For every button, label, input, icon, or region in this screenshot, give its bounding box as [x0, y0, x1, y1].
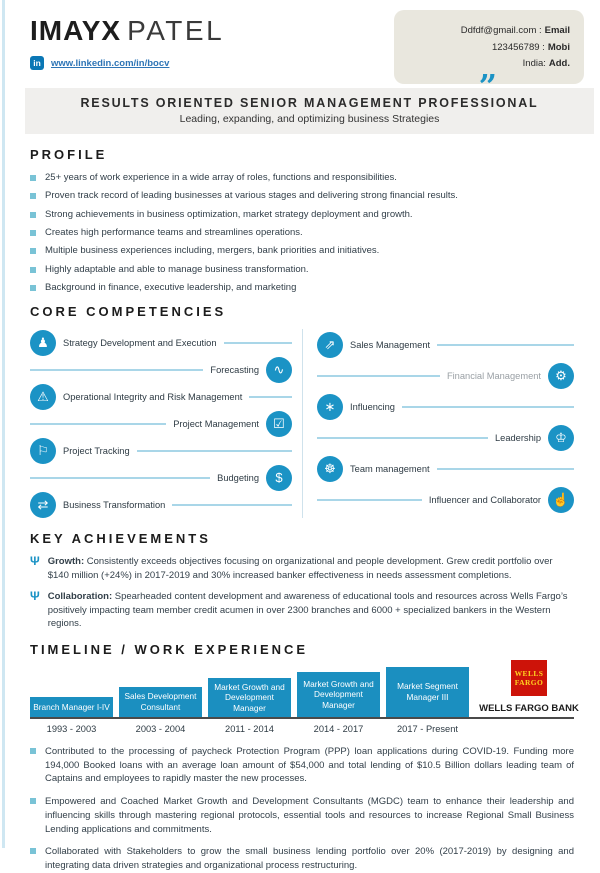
connector-line: [317, 499, 422, 501]
connector-line: [30, 369, 203, 371]
connector-line: [249, 396, 292, 398]
experience-bullet: Empowered and Coached Market Growth and Development Consultants (MGDC) team to enhance their leadership and influencing skills through mastering regional protocols, essential tools and resources to increase Regional Small Business Lending applications and commitments.: [30, 795, 574, 836]
wells-fargo-logo-icon: WELLS FARGO: [511, 660, 547, 696]
achievement-growth: [30, 555, 574, 582]
leadership-icon: ♔: [548, 425, 574, 451]
linkedin-icon: in: [30, 56, 44, 70]
profile-bullet: Highly adaptable and able to manage business transformation.: [30, 264, 574, 276]
timeline-box-2: Sales Development Consultant: [119, 687, 202, 717]
competency-leadership: Leadership ♔: [317, 422, 574, 453]
experience-bullets-section: [30, 745, 574, 873]
content: [0, 147, 600, 873]
achievement-label: Collaboration:: [47, 591, 113, 603]
bullet-square-icon: [30, 175, 36, 181]
last-name: PATEL: [127, 15, 225, 46]
profile-bullet: Background in finance, executive leadership, and marketing: [30, 282, 574, 294]
achievements-heading: KEY ACHIEVEMENTS: [30, 531, 211, 547]
timeline-years: [30, 719, 574, 734]
achievement-collaboration: [30, 590, 574, 630]
forecasting-icon: ∿: [266, 357, 292, 383]
timeline-section: [30, 641, 579, 734]
timeline-years-5: 2017 - Present: [397, 723, 458, 734]
contact-address: India: Add.: [522, 58, 570, 70]
risk-management-icon: ⚠: [30, 384, 56, 410]
business-transformation-icon: ⇄: [30, 492, 56, 518]
experience-bullet: Contributed to the processing of paycheck Protection Program (PPP) loan applications during COVID-19. Funding more 194,000 Booked loans with an average loan amount of $54,000 and total lending of $10.5 Billion dollars leading team of Captains and employees to rapidly master the new processes.: [30, 745, 574, 786]
bullet-square-icon: [30, 212, 36, 218]
bullet-square-icon: [30, 748, 36, 754]
financial-management-icon: ⚙: [548, 363, 574, 389]
bullet-square-icon: [30, 285, 36, 291]
timeline-box-1: Branch Manager I-IV: [30, 697, 113, 717]
contact-email: Ddfdf@gmail.com : Email: [460, 25, 570, 36]
competencies-section: [30, 304, 574, 518]
first-name: IMAYX: [30, 15, 122, 46]
influencer-collaborator-icon: ☝: [548, 487, 574, 513]
company-block: [475, 660, 583, 717]
profile-section: [30, 147, 574, 294]
connector-line: [437, 468, 574, 470]
timeline-chart: [30, 665, 579, 717]
competency-business-transformation: ⇄ Business Transformation: [30, 491, 292, 518]
strategy-execution-icon: ♟: [30, 330, 56, 356]
competencies-heading: CORE COMPETENCIES: [30, 304, 227, 320]
timeline-years-4: 2014 - 2017: [313, 723, 364, 734]
project-tracking-icon: ⚐: [30, 438, 56, 464]
page-left-accent-line: [2, 0, 5, 848]
bullet-square-icon: [30, 267, 36, 273]
connector-line: [437, 344, 574, 346]
linkedin-link[interactable]: www.linkedin.com/in/bocv: [51, 57, 170, 69]
connector-line: [402, 406, 574, 408]
bullet-square-icon: [30, 248, 36, 254]
competencies-grid: [30, 329, 574, 518]
profile-bullet: Proven track record of leading businesses at various stages and delivering strong financial results.: [30, 190, 574, 202]
competencies-right-column: [302, 329, 574, 518]
competency-budgeting: Budgeting $: [30, 464, 292, 491]
bullet-square-icon: [30, 798, 36, 804]
timeline-box-3: Market Growth and Development Manager: [208, 678, 291, 717]
profile-bullet: Multiple business experiences including, mergers, bank priorities and initiatives.: [30, 245, 574, 257]
bullet-square-icon: [30, 230, 36, 236]
banner-subtitle: Leading, expanding, and optimizing business Strategies: [179, 113, 440, 125]
competency-sales-management: ⇗ Sales Management: [317, 329, 574, 360]
experience-bullet: Collaborated with Stakeholders to grow the small business lending portfolio over 20% (2017-2019) by designing and integrating data driven strategies and organizational process restructuring.: [30, 845, 574, 873]
trophy-icon: Ψ: [30, 589, 40, 604]
project-management-icon: ☑: [266, 411, 292, 437]
timeline-box-5: Market Segment Manager III: [386, 667, 469, 717]
banner-title: RESULTS ORIENTED SENIOR MANAGEMENT PROFESSIONAL: [80, 96, 539, 110]
achievements-section: [30, 531, 574, 630]
contact-mobile: 123456789 : Mobi: [491, 41, 570, 53]
connector-line: [317, 375, 440, 377]
connector-line: [172, 504, 292, 506]
sales-management-icon: ⇗: [317, 332, 343, 358]
company-name: WELLS FARGO BANK: [479, 702, 579, 714]
competency-influencer-collaborator: Influencer and Collaborator ☝: [317, 484, 574, 515]
profile-bullet: Strong achievements in business optimization, market strategy deployment and growth.: [30, 209, 574, 221]
competency-operational-integrity: ⚠ Operational Integrity and Risk Management: [30, 383, 292, 410]
competency-strategy: ♟ Strategy Development and Execution: [30, 329, 292, 356]
timeline-years-3: 2011 - 2014: [225, 723, 274, 734]
competency-project-management: Project Management ☑: [30, 410, 292, 437]
quote-icon: ”: [478, 67, 497, 105]
achievement-text: Consistently exceeds objectives focusing on organizational and people development. Grew credit portfolio over $140 million (+24%) in 2017-2019 and 30% increased banker effectiveness in needs assessment completions.: [47, 556, 553, 581]
connector-line: [30, 477, 210, 479]
achievement-label: Growth:: [47, 556, 85, 568]
competency-project-tracking: ⚐ Project Tracking: [30, 437, 292, 464]
timeline-years-2: 2003 - 2004: [135, 723, 186, 734]
trophy-icon: Ψ: [30, 554, 40, 569]
bullet-square-icon: [30, 848, 36, 854]
connector-line: [224, 342, 293, 344]
achievement-text: Spearheaded content development and awareness of educational tools and resources across Wells Fargo’s positively impacting team member credit acumen in over 2300 branches and 6000 + specialized bankers in the Western regions.: [47, 591, 568, 630]
team-management-icon: ☸: [317, 456, 343, 482]
budgeting-icon: $: [266, 465, 292, 491]
profile-bullet: Creates high performance teams and streamlines operations.: [30, 227, 574, 239]
connector-line: [137, 450, 292, 452]
competency-financial-management: Financial Management ⚙: [317, 360, 574, 391]
title-banner: [25, 88, 594, 134]
competency-influencing: ∗ Influencing: [317, 391, 574, 422]
connector-line: [317, 437, 488, 439]
bullet-square-icon: [30, 193, 36, 199]
timeline-years-1: 1993 - 2003: [46, 723, 97, 734]
competency-forecasting: Forecasting ∿: [30, 356, 292, 383]
profile-heading: PROFILE: [30, 147, 108, 162]
profile-bullet: 25+ years of work experience in a wide array of roles, functions and responsibilities.: [30, 172, 574, 184]
competencies-left-column: [30, 329, 302, 518]
timeline-box-4: Market Growth and Development Manager: [297, 672, 380, 717]
influencing-icon: ∗: [317, 394, 343, 420]
connector-line: [30, 423, 166, 425]
competency-team-management: ☸ Team management: [317, 453, 574, 484]
timeline-heading: TIMELINE / WORK EXPERIENCE: [30, 641, 309, 657]
